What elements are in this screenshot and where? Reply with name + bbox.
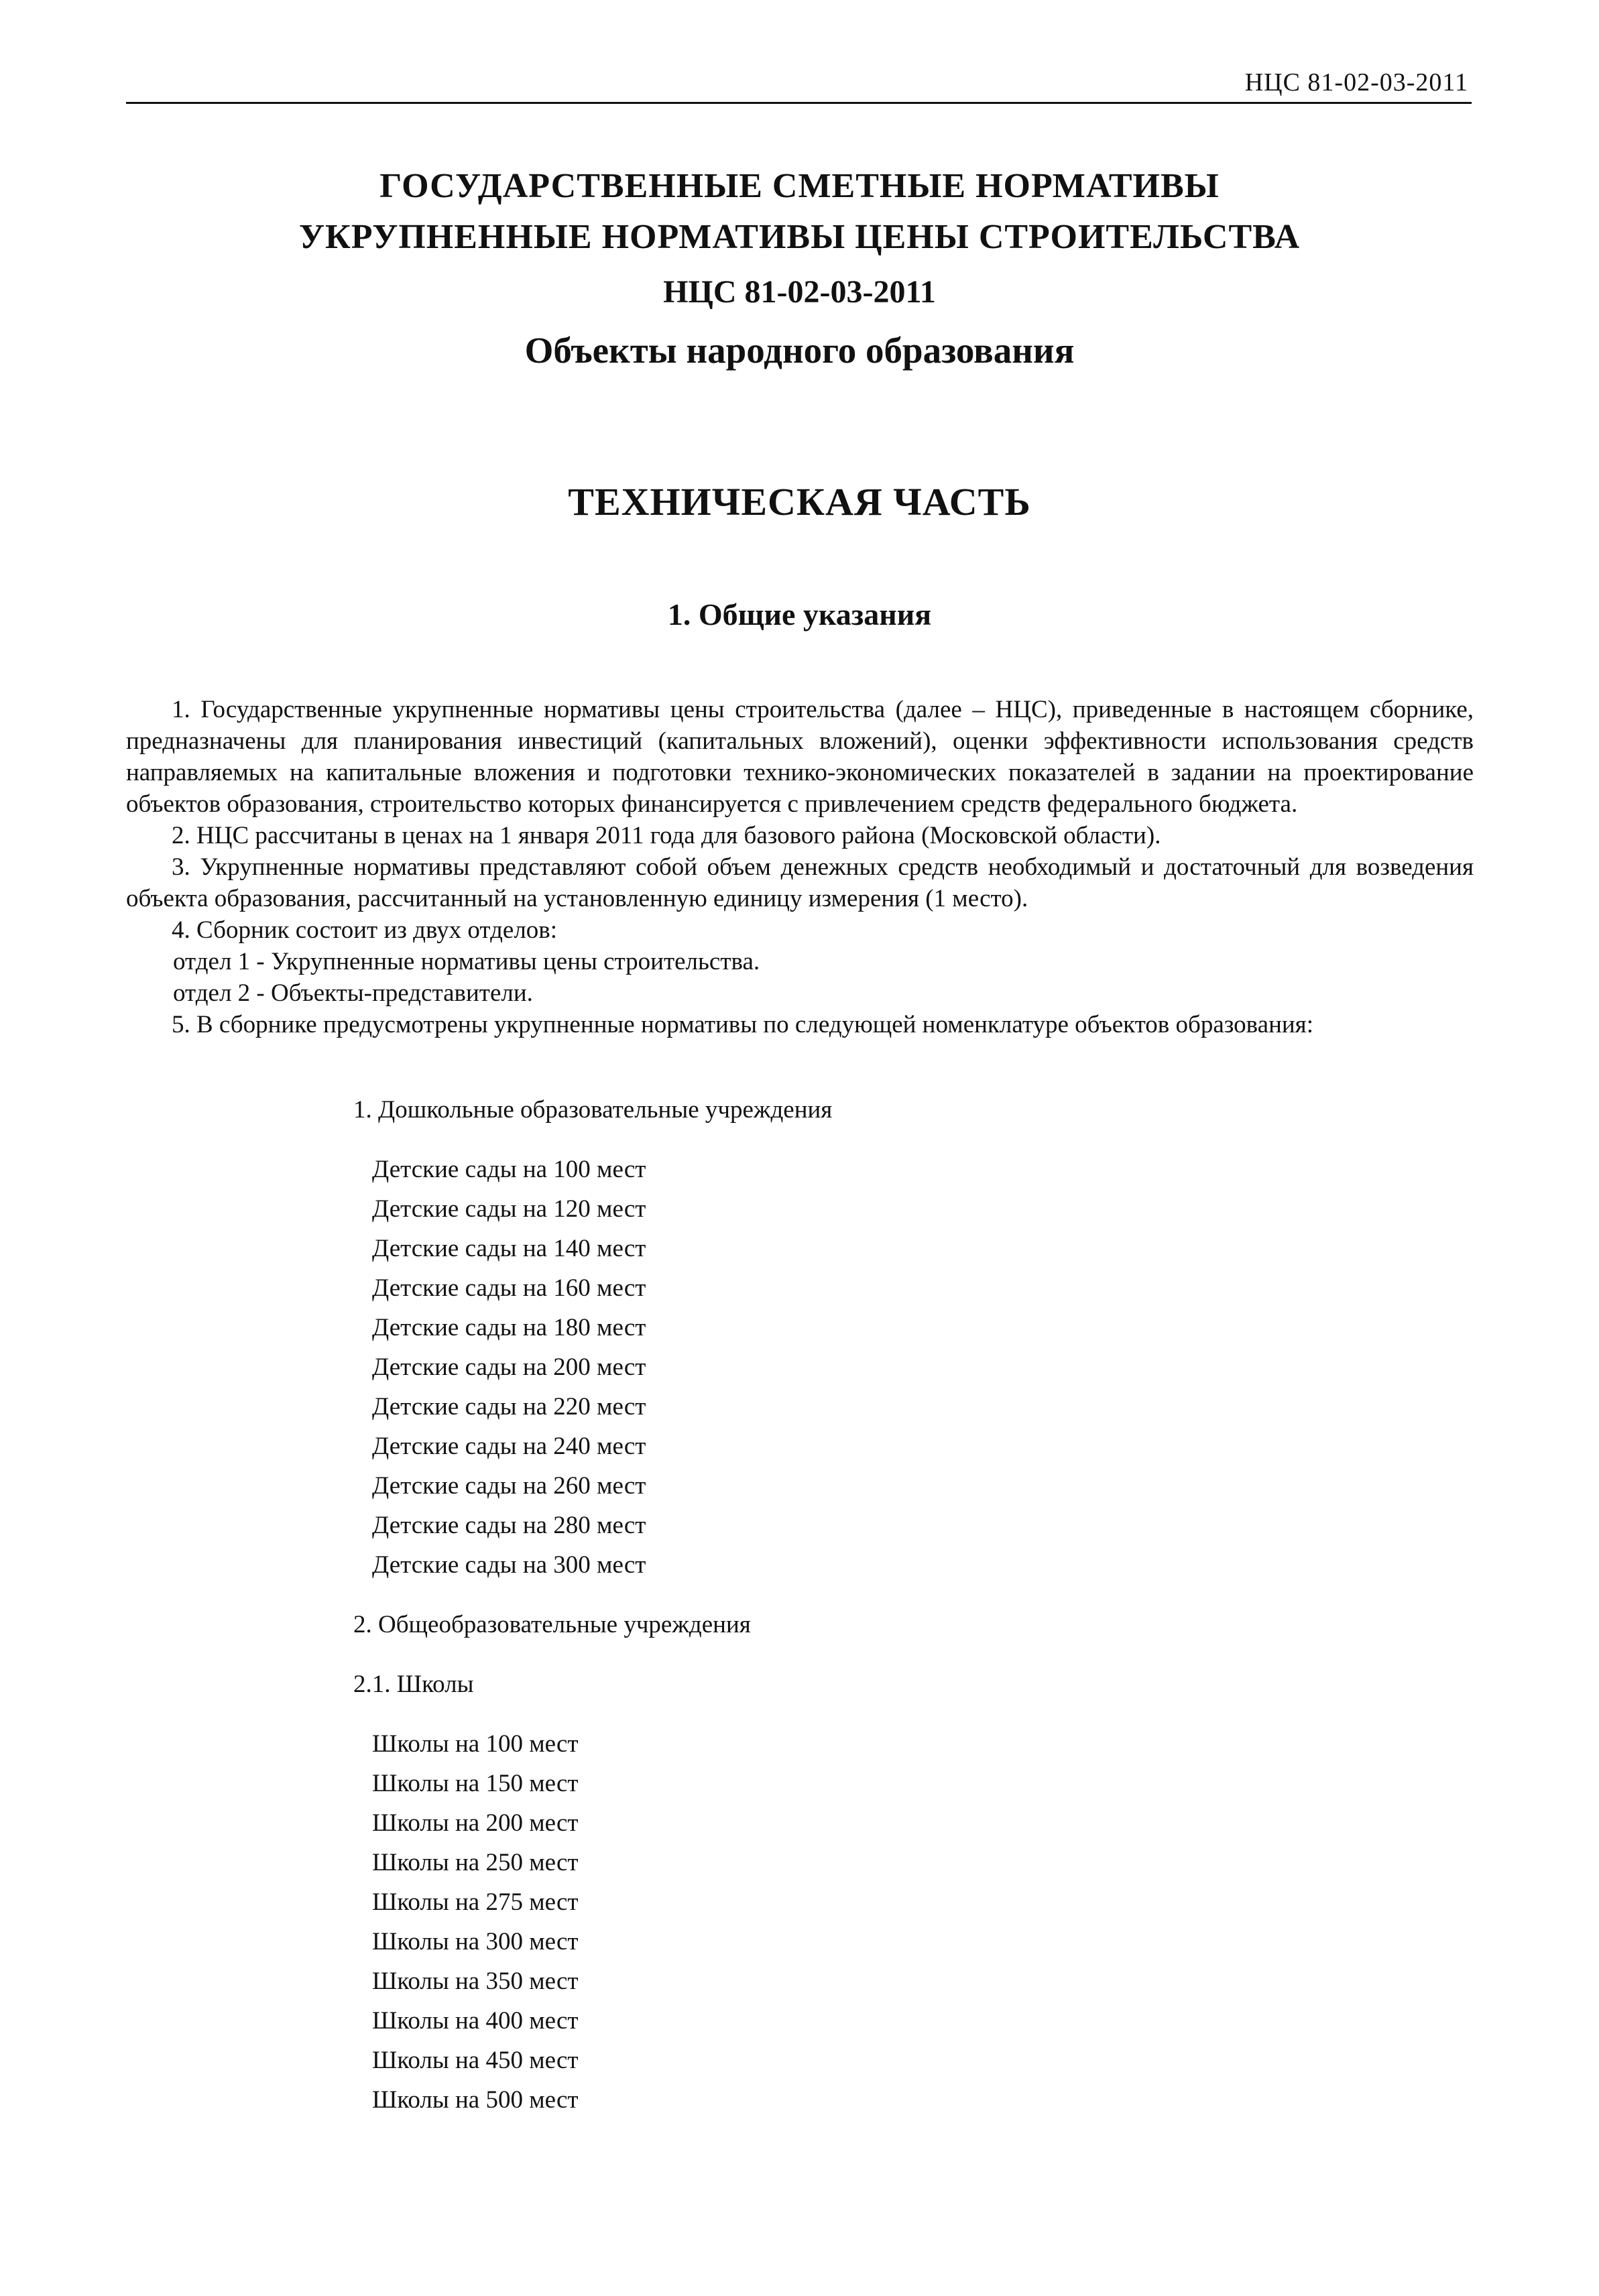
- paragraph-4: 4. Сборник состоит из двух отделов:: [172, 916, 558, 944]
- title-object: Объекты народного образования: [524, 330, 1075, 371]
- title-line-1: ГОСУДАРСТВЕННЫЕ СМЕТНЫЕ НОРМАТИВЫ: [379, 167, 1220, 205]
- paragraph-3: 3. Укрупненные нормативы представляют собой объем денежных средств необходимый и достаточный для возведения объекта образования, рассчитанный на установленную единицу измерения (1 место).: [126, 853, 1474, 912]
- preschool-list: [372, 1150, 832, 1585]
- department-2: отдел 2 - Объекты-представители.: [173, 979, 533, 1007]
- list-item: Детские сады на 240 мест: [372, 1433, 646, 1460]
- paragraph-2: 2. НЦС рассчитаны в ценах на 1 января 2011 года для базового района (Московской области).: [172, 822, 1161, 849]
- group-preschool-title: 1. Дошкольные образовательные учреждения: [353, 1096, 833, 1124]
- technical-part-heading: ТЕХНИЧЕСКАЯ ЧАСТЬ: [568, 480, 1031, 524]
- list-item: Школы на 500 мест: [372, 2086, 579, 2114]
- list-item: Детские сады на 160 мест: [372, 1274, 646, 1302]
- title-block: [0, 161, 1599, 381]
- list-item: Детские сады на 220 мест: [372, 1393, 646, 1421]
- paragraph-1: 1. Государственные укрупненные нормативы цены строительства (далее – НЦС), приведенные в настоящем сборнике, предназначены для планирования инвестиций (капитальных вложений), оценки эффективности использования средств направляемых на капитальные вложения и подготовки технико-экономических показателей в задании на проектирование объектов образования, строительство которых финансируется с привлечением средств федерального бюджета.: [126, 696, 1474, 818]
- list-item: Школы на 150 мест: [372, 1770, 579, 1797]
- paragraph-5: 5. В сборнике предусмотрены укрупненные нормативы по следующей номенклатуре объектов образования:: [172, 1011, 1313, 1038]
- running-header-code: НЦС 81-02-03-2011: [1244, 68, 1468, 97]
- nomenclature-lists: [353, 1090, 832, 2120]
- group-general-education-title: 2. Общеобразовательные учреждения: [353, 1611, 751, 1638]
- schools-list: [372, 1724, 832, 2120]
- list-item: Детские сады на 260 мест: [372, 1472, 646, 1500]
- list-item: Школы на 250 мест: [372, 1849, 579, 1876]
- title-code: НЦС 81-02-03-2011: [663, 274, 936, 310]
- section-heading: 1. Общие указания: [667, 597, 932, 631]
- general-instructions-body: [126, 694, 1474, 1040]
- list-item: Детские сады на 300 мест: [372, 1551, 646, 1579]
- department-1: отдел 1 - Укрупненные нормативы цены строительства.: [173, 948, 760, 975]
- title-line-2: УКРУПНЕННЫЕ НОРМАТИВЫ ЦЕНЫ СТРОИТЕЛЬСТВА: [298, 218, 1301, 256]
- list-item: Школы на 450 мест: [372, 2047, 579, 2074]
- list-item: Детские сады на 280 мест: [372, 1512, 646, 1539]
- list-item: Детские сады на 180 мест: [372, 1314, 646, 1341]
- list-item: Школы на 100 мест: [372, 1730, 579, 1758]
- list-item: Детские сады на 120 мест: [372, 1195, 646, 1223]
- list-item: Школы на 275 мест: [372, 1888, 579, 1916]
- list-item: Детские сады на 140 мест: [372, 1235, 646, 1262]
- list-item: Детские сады на 200 мест: [372, 1353, 646, 1381]
- header-rule: [126, 102, 1472, 104]
- list-item: Школы на 350 мест: [372, 1968, 579, 1995]
- list-item: Школы на 300 мест: [372, 1928, 579, 1955]
- list-item: Школы на 400 мест: [372, 2007, 579, 2035]
- group-schools-subtitle: 2.1. Школы: [353, 1671, 474, 1698]
- list-item: Школы на 200 мест: [372, 1809, 579, 1837]
- list-item: Детские сады на 100 мест: [372, 1156, 646, 1183]
